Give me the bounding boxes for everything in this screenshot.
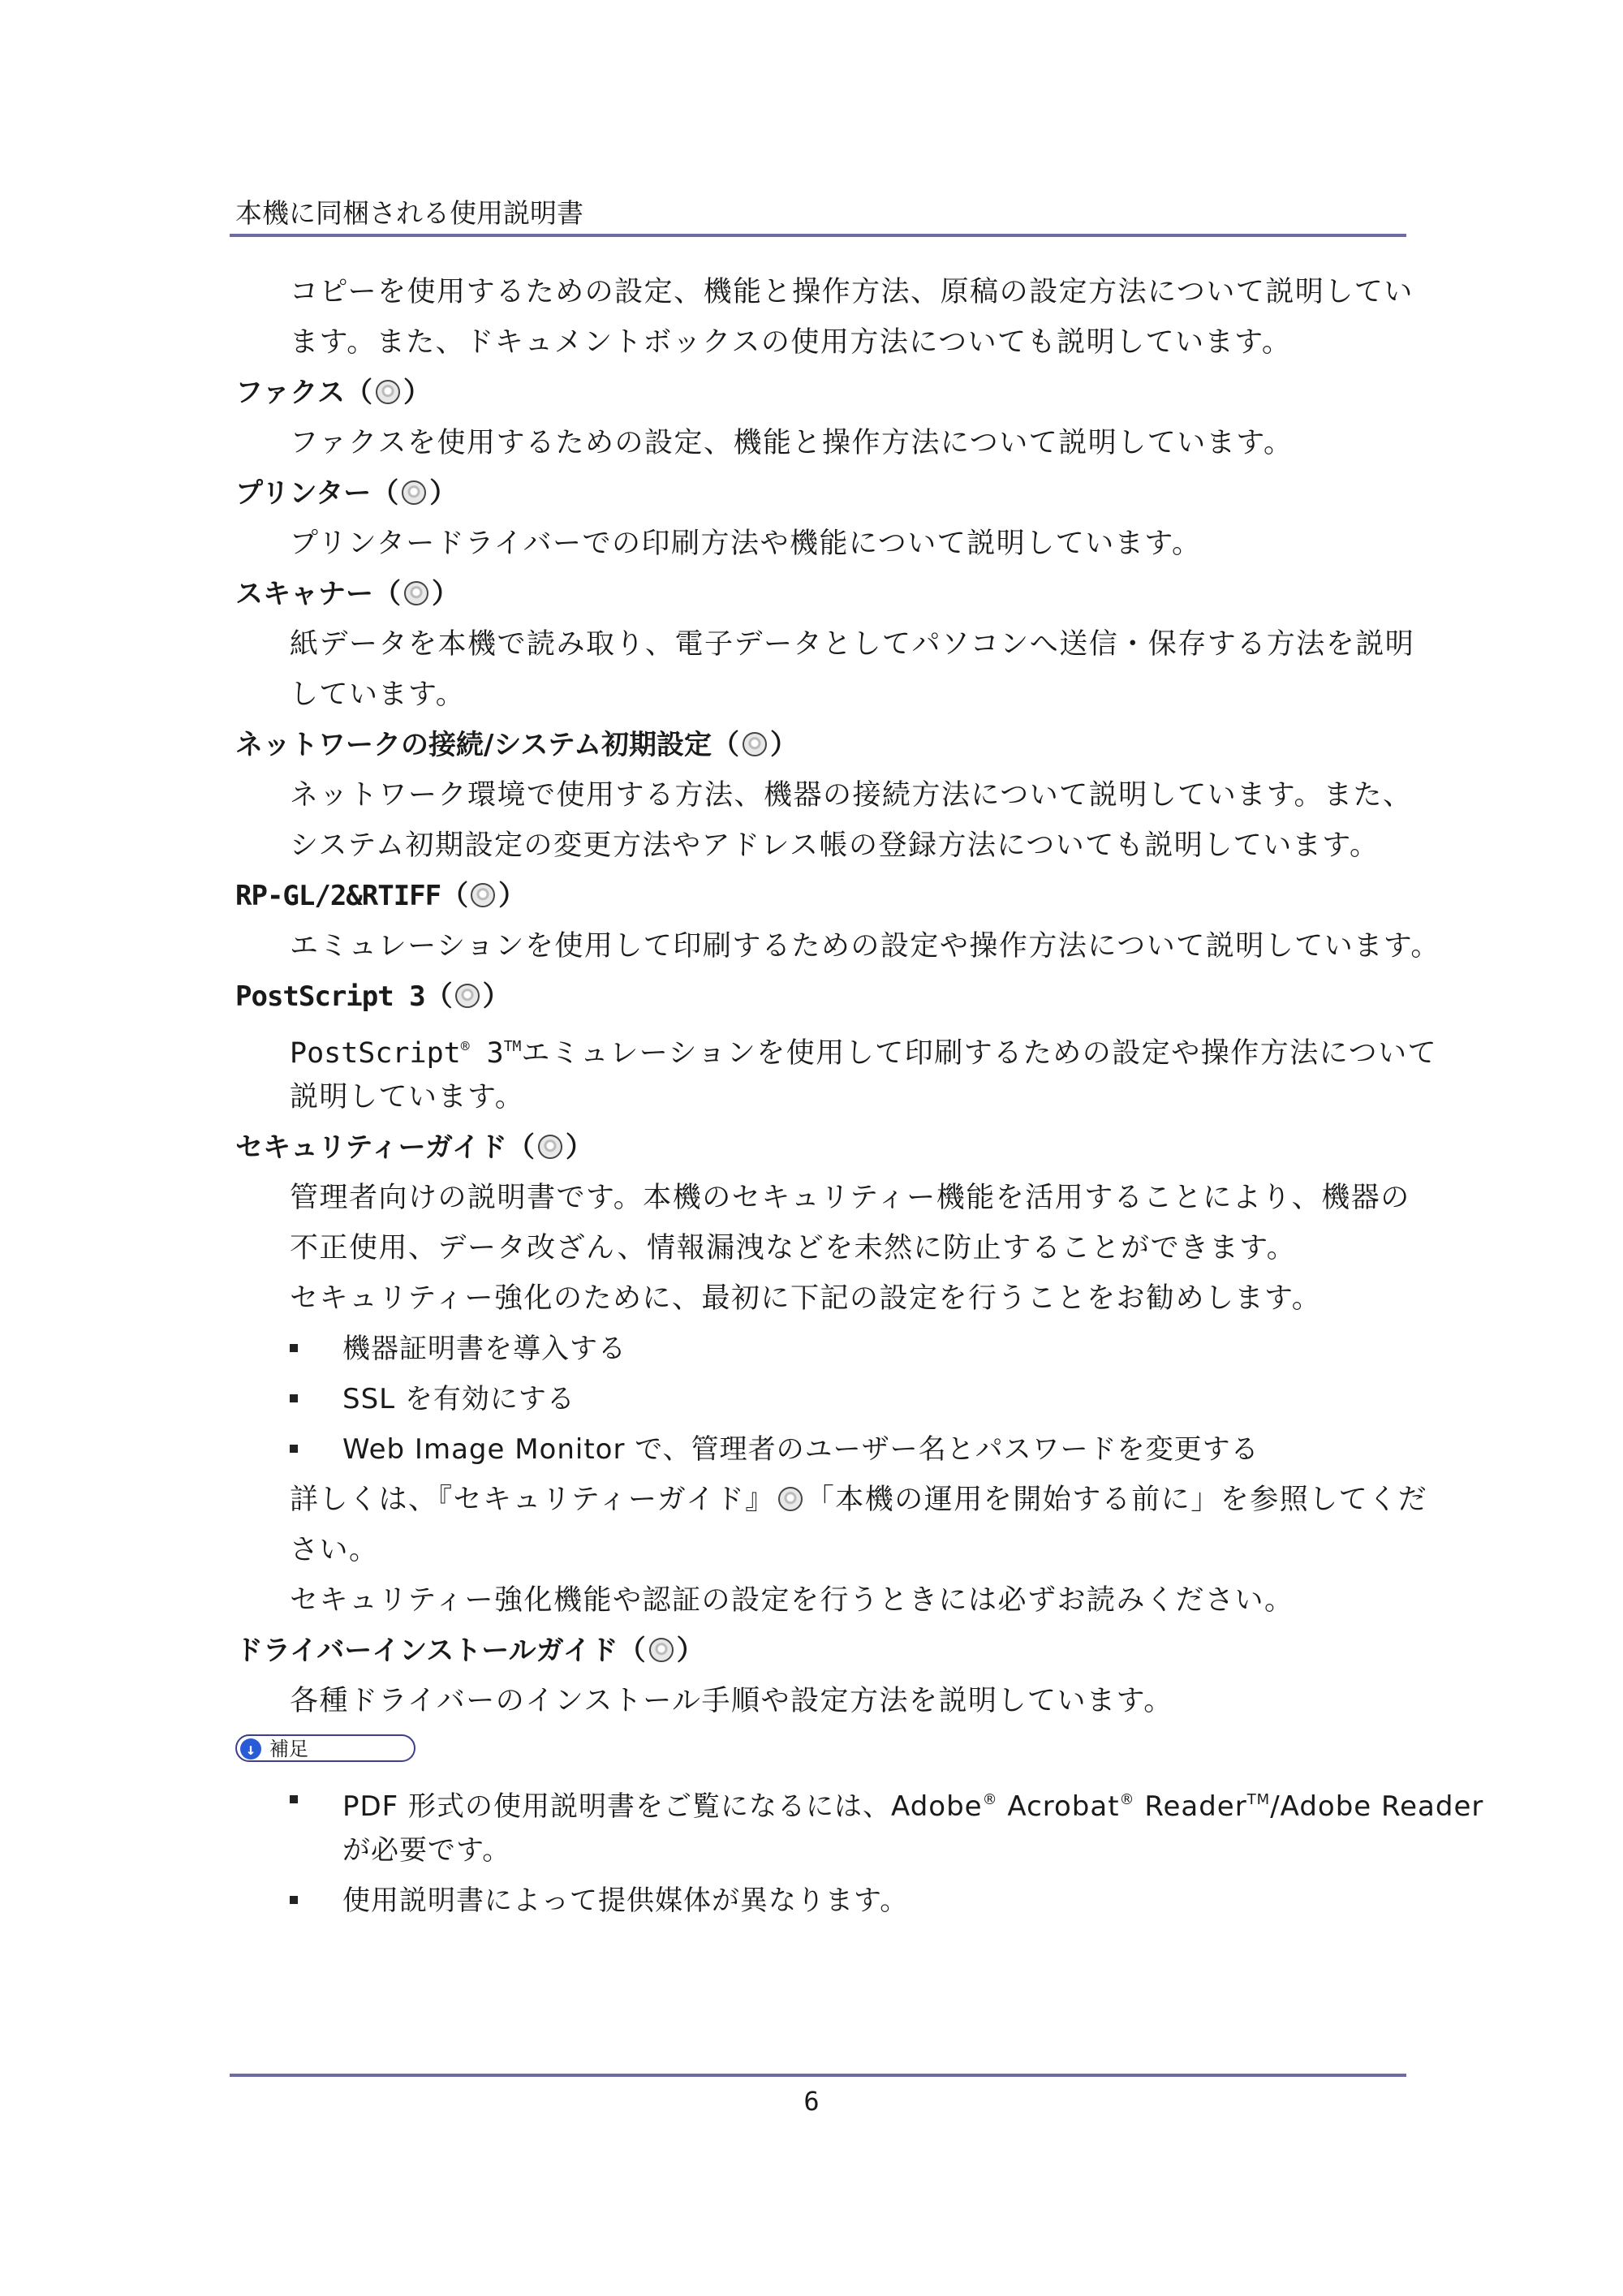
rpgl-desc: エミュレーションを使用して印刷するための設定や操作方法について説明しています。 xyxy=(290,930,1440,963)
cd-rom-icon xyxy=(471,883,495,907)
rpgl-heading: RP-GL/2&RTIFF（ ） xyxy=(235,880,526,912)
postscript-desc-line2: 説明しています。 xyxy=(290,1081,525,1114)
scanner-desc-line2: しています。 xyxy=(290,678,466,711)
fax-desc: ファクスを使用するための設定、機能と操作方法について説明しています。 xyxy=(290,427,1294,459)
fax-heading: ファクス（ ） xyxy=(235,377,431,409)
network-desc-line2: システム初期設定の変更方法やアドレス帳の登録方法についても説明しています。 xyxy=(290,829,1380,862)
cd-rom-icon xyxy=(404,581,428,605)
cd-rom-icon xyxy=(743,732,767,756)
cd-rom-icon xyxy=(538,1135,562,1159)
note-badge xyxy=(235,1734,415,1762)
bullet-icon xyxy=(290,1896,298,1904)
cd-rom-icon xyxy=(778,1487,803,1511)
page-header-title: 本機に同梱される使用説明書 xyxy=(235,197,583,229)
driver-desc: 各種ドライバーのインストール手順や設定方法を説明しています。 xyxy=(290,1685,1173,1717)
copy-desc-line2: ます。また、ドキュメントボックスの使用方法についても説明しています。 xyxy=(290,326,1292,359)
bullet-icon xyxy=(290,1344,298,1352)
footer-rule xyxy=(230,2074,1406,2077)
copy-desc-line1: コピーを使用するための設定、機能と操作方法、原稿の設定方法について説明してい xyxy=(290,276,1414,308)
printer-heading: プリンター（ ） xyxy=(235,477,458,510)
cd-rom-icon xyxy=(649,1638,674,1662)
security-detail-line1: 詳しくは、『セキュリティーガイド』 「本機の運用を開始する前に」を参照してくだ xyxy=(290,1484,1428,1516)
network-heading: ネットワークの接続/システム初期設定（ ） xyxy=(235,729,799,761)
postscript-desc-line1: PostScript® 3™エミュレーションを使用して印刷するための設定や操作方法について xyxy=(290,1037,1438,1070)
down-arrow-icon: ↓ xyxy=(240,1738,261,1760)
security-heading: セキュリティーガイド（ ） xyxy=(235,1131,593,1164)
bullet-icon xyxy=(290,1445,298,1453)
header-rule xyxy=(230,234,1406,237)
scanner-heading: スキャナー（ ） xyxy=(235,578,459,610)
security-desc-line2: 不正使用、データ改ざん、情報漏洩などを未然に防止することができます。 xyxy=(290,1232,1297,1264)
security-desc-line1: 管理者向けの説明書です。本機のセキュリティー機能を活用することにより、機器の xyxy=(290,1182,1410,1214)
driver-heading: ドライバーインストールガイド（ ） xyxy=(235,1635,704,1667)
postscript-heading: PostScript 3（ ） xyxy=(235,980,510,1013)
printer-desc: プリンタードライバーでの印刷方法や機能について説明しています。 xyxy=(290,528,1202,560)
cd-rom-icon xyxy=(455,984,480,1008)
scanner-desc-line1: 紙データを本機で読み取り、電子データとしてパソコンへ送信・保存する方法を説明 xyxy=(290,628,1415,661)
security-desc-line3: セキュリティー強化のために、最初に下記の設定を行うことをお勧めします。 xyxy=(290,1282,1322,1315)
network-desc-line1: ネットワーク環境で使用する方法、機器の接続方法について説明しています。また、 xyxy=(290,779,1413,812)
cd-rom-icon xyxy=(376,380,400,404)
page-number: 6 xyxy=(803,2086,820,2117)
cd-rom-icon xyxy=(402,480,426,505)
security-closing: セキュリティー強化機能や認証の設定を行うときには必ずお読みください。 xyxy=(290,1584,1294,1617)
security-detail-line2: さい。 xyxy=(290,1534,379,1566)
note-label: 補足 xyxy=(269,1738,308,1760)
bullet-icon xyxy=(290,1394,298,1402)
bullet-icon xyxy=(290,1795,298,1803)
